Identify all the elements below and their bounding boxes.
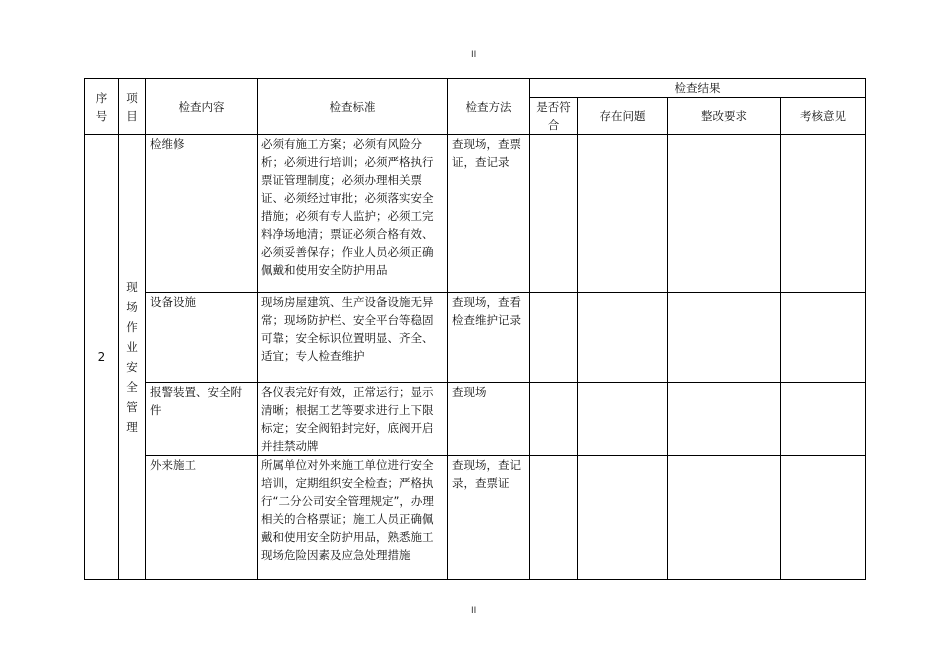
row-standard: 所属单位对外来施工单位进行安全培训，定期组织安全检查；严格执行“二分公司安全管理规定”，办理相关的合格票证；施工人员正确佩戴和使用安全防护用品，熟悉施工现场危险因素及应急处理措施 [258, 456, 448, 580]
section-seq: 2 [85, 135, 119, 580]
result-review-cell[interactable] [781, 293, 866, 383]
row-content: 设备设施 [146, 293, 258, 383]
section-item: 现场作业安全管理 [119, 135, 146, 580]
header-rectify: 整改要求 [668, 98, 781, 135]
result-rectify-cell[interactable] [668, 293, 781, 383]
row-content: 报警装置、安全附件 [146, 383, 258, 456]
result-rectify-cell[interactable] [668, 456, 781, 580]
result-problems-cell[interactable] [578, 456, 668, 580]
result-review-cell[interactable] [781, 135, 866, 293]
table-row [85, 135, 866, 293]
inspection-table [84, 78, 866, 580]
header-item: 项目 [119, 79, 146, 135]
page-number-top: II [471, 50, 477, 60]
header-method: 检查方法 [448, 79, 530, 135]
row-standard: 现场房屋建筑、生产设备设施无异常；现场防护栏、安全平台等稳固可靠；安全标识位置明显、齐全、适宜；专人检查维护 [258, 293, 448, 383]
result-problems-cell[interactable] [578, 293, 668, 383]
result-problems-cell[interactable] [578, 383, 668, 456]
result-conform-cell[interactable] [530, 456, 578, 580]
result-review-cell[interactable] [781, 383, 866, 456]
result-review-cell[interactable] [781, 456, 866, 580]
header-result-group: 检查结果 [530, 79, 866, 98]
row-method: 查现场，查看检查维护记录 [448, 293, 530, 383]
header-problems: 存在问题 [578, 98, 668, 135]
table-row [85, 293, 866, 383]
row-standard: 必须有施工方案；必须有风险分析；必须进行培训；必须严格执行票证管理制度；必须办理相关票证、必须经过审批；必须落实安全措施；必须有专人监护；必须工完料净场地清；票证必须合格有效、必须妥善保存；作业人员必须正确佩戴和使用安全防护用品 [258, 135, 448, 293]
result-conform-cell[interactable] [530, 383, 578, 456]
result-rectify-cell[interactable] [668, 135, 781, 293]
result-rectify-cell[interactable] [668, 383, 781, 456]
row-content: 外来施工 [146, 456, 258, 580]
header-review: 考核意见 [781, 98, 866, 135]
row-method: 查现场 [448, 383, 530, 456]
header-standard: 检查标准 [258, 79, 448, 135]
page-number-bottom: II [471, 606, 477, 616]
header-content: 检查内容 [146, 79, 258, 135]
table-row [85, 456, 866, 580]
row-standard: 各仪表完好有效，正常运行；显示清晰；根据工艺等要求进行上下限标定；安全阀铅封完好，底阀开启并挂禁动牌 [258, 383, 448, 456]
header-conform: 是否符合 [530, 98, 578, 135]
row-content: 检维修 [146, 135, 258, 293]
result-conform-cell[interactable] [530, 135, 578, 293]
header-seq: 序号 [85, 79, 119, 135]
row-method: 查现场，查票证，查记录 [448, 135, 530, 293]
result-conform-cell[interactable] [530, 293, 578, 383]
result-problems-cell[interactable] [578, 135, 668, 293]
table-row [85, 383, 866, 456]
row-method: 查现场，查记录，查票证 [448, 456, 530, 580]
